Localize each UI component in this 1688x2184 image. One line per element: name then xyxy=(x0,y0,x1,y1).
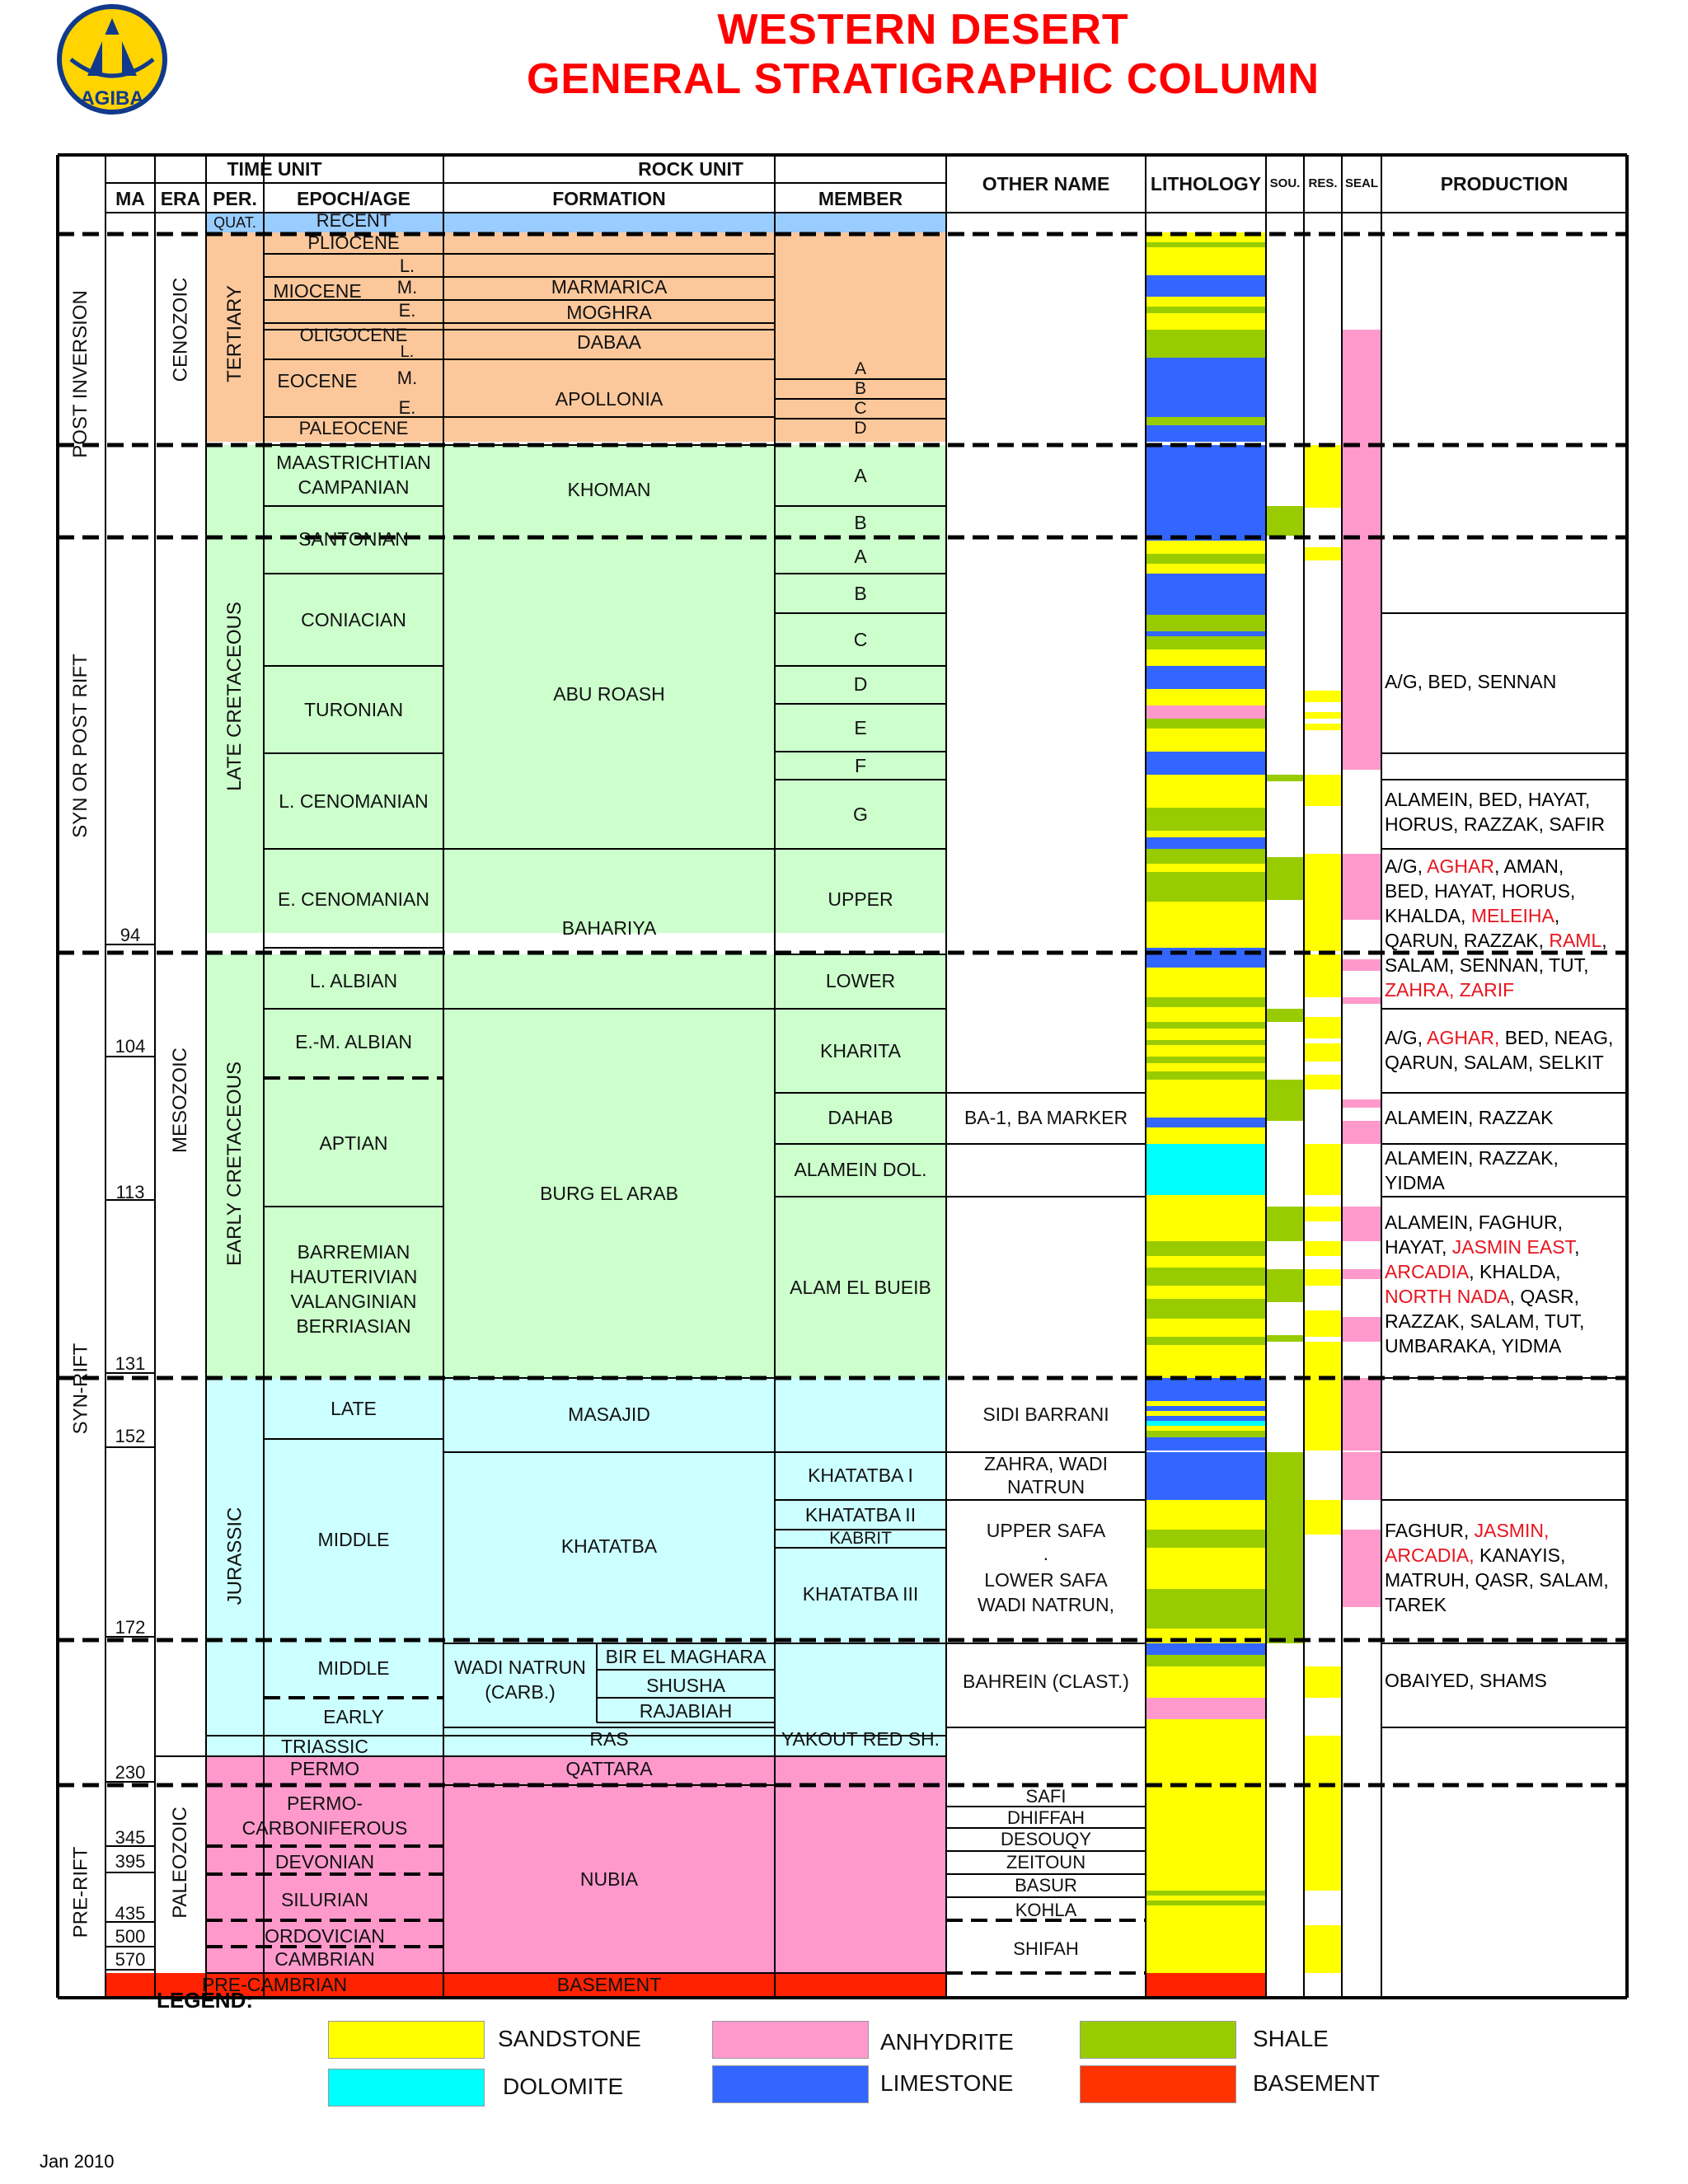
lithology-band-limestone xyxy=(1146,1452,1266,1500)
lithology-band-shale xyxy=(1146,808,1266,831)
legend-label-limestone: LIMESTONE xyxy=(880,2070,1014,2096)
reservoir-sandstone xyxy=(1304,1925,1342,1973)
lithology-band-limestone xyxy=(1146,361,1266,417)
member-dahab: DAHAB xyxy=(828,1106,893,1128)
lithology-band-sandstone xyxy=(1146,1080,1266,1118)
header-seal: SEAL xyxy=(1344,176,1378,190)
reservoir-sandstone xyxy=(1304,1075,1342,1090)
lithology-band-sandstone xyxy=(1146,1666,1266,1698)
legend-swatch-anhydrite xyxy=(712,2021,869,2059)
epoch-campanian: CAMPANIAN xyxy=(298,476,410,498)
epoch-l-albian: L. ALBIAN xyxy=(309,969,398,991)
epoch-miocene-middle: M. xyxy=(396,277,418,298)
lithology-band-sandstone xyxy=(1146,1286,1266,1299)
formation-qattara: QATTARA xyxy=(565,1757,653,1779)
source-shale xyxy=(1266,1009,1304,1022)
legend-label-dolomite: DOLOMITE xyxy=(503,2074,624,2099)
lithology-band-shale xyxy=(1146,1268,1266,1286)
lithology-band-sandstone xyxy=(1146,1127,1266,1144)
lithology-band-shale xyxy=(1146,417,1266,425)
source-shale xyxy=(1266,857,1304,900)
ma-152: 152 xyxy=(115,1426,146,1447)
lithology-band-shale xyxy=(1146,719,1266,729)
production-alamein-dol: ALAMEIN, RAZZAK, YIDMA xyxy=(1385,1147,1559,1193)
quaternary-fill xyxy=(206,210,946,232)
seal-anhydrite xyxy=(1342,1121,1381,1144)
legend-label-anhydrite: ANHYDRITE xyxy=(880,2029,1014,2055)
lithology-band-sandstone xyxy=(1146,1905,1266,1973)
ma-131: 131 xyxy=(115,1353,146,1375)
stratigraphic-column-page: AGIBA WESTERN DESERT GENERAL STRATIGRAPHIC COLUMN TIME UNIT ROCK UNIT MA ERA PER. EPOCH/AGE FORMATION MEMBER OTHER NAME LITHOLOGY SOU. RES. SEAL PRODUCTION POST INVERSION SYN OR POST RIFT SYN-RIFT PRE-RIFT CENOZOIC MESOZOIC PALEOZOIC QUAT. TERTIARY LATE CRETACEOUS EARLY CRETACEOUS JURASSIC TRIASSIC PERMO PRE-CAMBRIAN 94 104 113 131 152 172 230 345 395 435 500 570 RECENT PLIOCENE MIOCENE L. M. E. OLIGOCENE EOCENE L. M. E. PALEOCENE MAASTRICHTIAN CAMPANIAN SANTONIAN CONIACIAN TURONIAN L. CENOMANIAN E. CENOMANIAN L. ALBIAN E.-M. ALBIAN APTIAN BARREMIAN HAUTERIVIAN VALANGINIAN BERRIASIAN LATE MIDDLE MIDDLE EARLY PERMO- CARBONIFEROUS DEVONIAN SILURIAN ORDOVICIAN CAMBRIAN MARMARICA MOGHRA DABAA APOLLONIA KHOMAN ABU ROASH BAHARIYA BURG EL ARAB MASAJID KHATATBA WADI NATRUN (CARB.) RAS QATTARA NUBIA BASEMENT A B C D A B A B C D E F G UPPER LOWER KHARITA DAHAB ALAMEIN DOL. ALAM EL BUEIB KHATATBA I KHATATBA II KABRIT KHATATBA III BIR EL MAGHARA SHUSHA RAJABIAH YAKOUT RED SH. BA-1, BA MARKER SIDI BARRANI ZAHRA, WADI NATRUN UPPER SAFA . LOWER SAFA WADI NATRUN, BAHREIN (CLAST.) SAFI DHIFFAH DESOUQY ZEITOUN BASUR KOHLA SHIFAH A/G, BED, SENNAN ALAMEIN, BED, HAYAT, HORUS, RAZZAK, SAFIR A/G, AGHAR, AMAN, BED, HAYAT, HORUS, KHALDA, MELEIHA, QARUN, RAZZAK, RAML, SALAM, SENNAN, TUT, ZAHRA, ZARIF A/G, AGHAR, BED, NEAG, QARUN, SALAM, SELKIT ALAMEIN, RAZZAK ALAMEIN, RAZZAK, YIDMA ALAMEIN, FAGHUR, HAYAT, JASMIN EAST, ARCADIA, KHALDA, NORTH NADA, QASR, RAZZAK, SALAM, TUT, UMBARAKA, YIDMA FAGHUR, JASMIN, ARCADIA, KANAYIS, MATRUH, QASR, SALAM, TAREK OBAIYED, SHAMS LEGEND: SANDSTONE ANHYDRITE SHALE DOLOMITE LIMESTONE BASEMENT Jan 2010 xyxy=(0,0,1688,2184)
other-ba-marker: BA-1, BA MARKER xyxy=(964,1106,1128,1128)
title-line-1: WESTERN DESERT xyxy=(717,6,1129,54)
lithology-band-sandstone xyxy=(1146,541,1266,554)
title-line-2: GENERAL STRATIGRAPHIC COLUMN xyxy=(526,55,1320,103)
lithology-band-shale xyxy=(1146,554,1266,564)
reservoir-sandstone xyxy=(1304,1269,1342,1286)
logo-text: AGIBA xyxy=(80,87,144,110)
legend-swatch-basement xyxy=(1080,2065,1236,2103)
other-safi: SAFI xyxy=(1025,1786,1067,1807)
lithology-band-limestone xyxy=(1146,666,1266,689)
formation-bahariya: BAHARIYA xyxy=(561,916,657,939)
seal-anhydrite xyxy=(1342,1099,1381,1108)
header-lithology: LITHOLOGY xyxy=(1150,172,1262,194)
header-formation: FORMATION xyxy=(552,187,666,209)
lithology-band-shale xyxy=(1146,1891,1266,1896)
lithology-band-sandstone xyxy=(1146,1029,1266,1040)
member-shusha: SHUSHA xyxy=(646,1674,725,1696)
seal-anhydrite xyxy=(1342,854,1381,920)
lithology-band-sandstone xyxy=(1146,968,1266,997)
epoch-maastrichtian: MAASTRICHTIAN xyxy=(276,451,431,473)
epoch-valanginian: VALANGINIAN xyxy=(290,1290,417,1312)
member-bahariya-upper: UPPER xyxy=(828,888,893,910)
lithology-band-shale xyxy=(1146,849,1266,864)
member-abu-roash-f: F xyxy=(854,754,867,776)
epoch-e-cenomanian: E. CENOMANIAN xyxy=(277,888,430,910)
production-wadi-natrun: OBAIYED, SHAMS xyxy=(1385,1670,1547,1691)
reservoir-sandstone xyxy=(1304,1378,1342,1451)
lithology-band-sandstone xyxy=(1146,831,1266,837)
lithology-band-sandstone xyxy=(1146,902,1266,948)
reservoir-sandstone xyxy=(1304,854,1342,951)
lithology-band-anhydrite xyxy=(1146,705,1266,719)
formation-khoman: KHOMAN xyxy=(567,478,651,500)
lithology-band-sandstone xyxy=(1146,247,1266,255)
formation-abu-roash: ABU ROASH xyxy=(553,682,665,705)
header-production: PRODUCTION xyxy=(1440,172,1568,194)
reservoir-sandstone xyxy=(1304,1144,1342,1195)
epoch-recent: RECENT xyxy=(316,210,392,232)
lithology-band-limestone xyxy=(1146,1378,1266,1401)
header-per: PER. xyxy=(213,187,257,209)
member-kabrit: KABRIT xyxy=(829,1528,892,1548)
reservoir-sandstone xyxy=(1304,1043,1342,1062)
seal-anhydrite xyxy=(1342,330,1381,770)
formation-dabaa: DABAA xyxy=(577,330,641,353)
lithology-band-limestone xyxy=(1146,1118,1266,1127)
member-abu-roash-g: G xyxy=(853,803,868,825)
legend-swatch-dolomite xyxy=(328,2069,485,2107)
member-abu-roash-c: C xyxy=(853,628,868,650)
reservoir-sandstone xyxy=(1304,1342,1342,1378)
lithology-band-shale xyxy=(1146,307,1266,313)
lithology-band-dolomite xyxy=(1146,1421,1266,1426)
ma-94: 94 xyxy=(120,925,141,946)
header-ma: MA xyxy=(115,187,145,209)
lithology-band-sandstone xyxy=(1146,1207,1266,1241)
lithology-band-sandstone xyxy=(1146,255,1266,262)
reservoir-sandstone xyxy=(1304,712,1342,719)
lithology-band-limestone xyxy=(1146,445,1266,541)
lithology-band-sandstone xyxy=(1146,1195,1266,1207)
epoch-oligocene: OLIGOCENE xyxy=(299,325,408,346)
formation-khatatba: KHATATBA xyxy=(560,1535,658,1557)
jurassic-fill xyxy=(206,1378,946,1736)
tertiary-fill xyxy=(206,232,946,442)
formation-wadi-natrun-carb: (CARB.) xyxy=(485,1680,556,1703)
lithology-band-sandstone xyxy=(1146,1007,1266,1022)
lithology-band-sandstone xyxy=(1146,1736,1266,1891)
epoch-ordovician: ORDOVICIAN xyxy=(265,1924,385,1947)
member-bir-el-maghara: BIR EL MAGHARA xyxy=(605,1645,767,1667)
lithology-band-shale xyxy=(1146,1057,1266,1063)
lithology-band-shale xyxy=(1146,242,1266,247)
other-lower-safa: LOWER SAFA xyxy=(984,1568,1108,1591)
other-upper-safa: UPPER SAFA xyxy=(986,1519,1106,1541)
other-natrun: NATRUN xyxy=(1006,1475,1085,1497)
formation-masajid: MASAJID xyxy=(568,1403,650,1425)
epoch-hauterivian: HAUTERIVIAN xyxy=(289,1265,418,1287)
reservoir-sandstone xyxy=(1304,1500,1342,1535)
lithology-band-shale xyxy=(1146,1530,1266,1548)
epoch-eocene-late: L. xyxy=(400,342,415,361)
lithology-band-shale xyxy=(1146,1655,1266,1666)
member-apollonia-c: C xyxy=(854,398,867,418)
member-bahariya-lower: LOWER xyxy=(825,969,896,991)
triassic-fill xyxy=(206,1736,946,1755)
production-kharita: A/G, AGHAR, BED, NEAG, QARUN, SALAM, SELKIT xyxy=(1385,1027,1614,1073)
seal-anhydrite xyxy=(1342,1207,1381,1241)
seal-anhydrite xyxy=(1342,1317,1381,1342)
source-shale xyxy=(1266,1452,1304,1643)
epoch-paleocene: PALEOCENE xyxy=(298,418,409,439)
seal-anhydrite xyxy=(1342,1452,1381,1500)
epoch-eocene-early: E. xyxy=(398,397,416,419)
lithology-band-shale xyxy=(1146,1900,1266,1905)
epoch-middle-lower: MIDDLE xyxy=(317,1657,390,1679)
member-apollonia-a: A xyxy=(854,359,866,378)
production-dahab: ALAMEIN, RAZZAK xyxy=(1385,1107,1554,1128)
header-era: ERA xyxy=(160,187,201,209)
formation-wadi-natrun: WADI NATRUN xyxy=(454,1656,586,1678)
epoch-miocene: MIOCENE xyxy=(273,279,362,302)
lithology-band-limestone xyxy=(1146,425,1266,442)
ma-172: 172 xyxy=(115,1617,146,1638)
lithology-band-shale xyxy=(1146,1022,1266,1029)
member-khoman-a: A xyxy=(854,464,867,486)
production-alam-el-bueib: ALAMEIN, FAGHUR, HAYAT, JASMIN EAST, ARCADIA, KHALDA, NORTH NADA, QASR, RAZZAK, SALAM, TUT, UMBARAKA, YIDMA xyxy=(1385,1212,1585,1357)
epoch-eocene-middle: M. xyxy=(396,368,418,389)
epoch-eocene: EOCENE xyxy=(277,369,358,391)
legend-swatch-shale xyxy=(1080,2021,1236,2059)
lithology-band-dolomite xyxy=(1146,1144,1266,1195)
epoch-miocene-early: E. xyxy=(398,300,416,321)
reservoir-sandstone xyxy=(1304,724,1342,730)
header-other-name: OTHER NAME xyxy=(982,172,1110,194)
source-shale xyxy=(1266,1269,1304,1302)
seal-anhydrite xyxy=(1342,1378,1381,1451)
lithology-band-shale xyxy=(1146,997,1266,1007)
lithology-band-shale xyxy=(1146,1589,1266,1629)
lithology-band-sandstone xyxy=(1146,1319,1266,1337)
ma-500: 500 xyxy=(115,1926,146,1947)
legend-swatch-limestone xyxy=(712,2065,869,2103)
other-shifah: SHIFAH xyxy=(1013,1938,1079,1960)
lithology-band-sandstone xyxy=(1146,1256,1266,1268)
seal-anhydrite xyxy=(1342,1269,1381,1279)
reservoir-sandstone xyxy=(1304,1736,1342,1785)
lithology-band-limestone xyxy=(1146,1416,1266,1421)
member-abu-roash-b: B xyxy=(854,582,867,604)
lithology-band-sandstone xyxy=(1146,649,1266,666)
paleozoic-fill xyxy=(206,1756,946,1973)
member-alamein-dol: ALAMEIN DOL. xyxy=(794,1158,927,1180)
ma-570: 570 xyxy=(115,1949,146,1971)
lithology-band-limestone xyxy=(1146,358,1266,361)
other-dhiffah: DHIFFAH xyxy=(1006,1807,1085,1829)
reservoir-sandstone xyxy=(1304,547,1342,560)
epoch-miocene-late: L. xyxy=(399,255,415,277)
member-khatatba-ii: KHATATBA II xyxy=(804,1503,917,1526)
reservoir-sandstone xyxy=(1304,445,1342,508)
epoch-jurassic-early: EARLY xyxy=(323,1705,384,1727)
formation-burg-el-arab: BURG EL ARAB xyxy=(540,1182,678,1204)
lithology-basement xyxy=(1146,1973,1266,1996)
source-shale xyxy=(1266,1080,1304,1121)
formation-moghra: MOGHRA xyxy=(566,301,652,323)
epoch-aptian: APTIAN xyxy=(319,1132,388,1154)
member-rajabiah: RAJABIAH xyxy=(639,1699,733,1722)
other-desouqy: DESOUQY xyxy=(1000,1829,1092,1850)
lithology-band-limestone xyxy=(1146,1437,1266,1451)
legend-label-shale: SHALE xyxy=(1253,2026,1329,2051)
epoch-coniacian: CONIACIAN xyxy=(301,608,406,630)
ma-395: 395 xyxy=(115,1851,146,1872)
reservoir-sandstone xyxy=(1304,691,1342,702)
lithology-band-limestone xyxy=(1146,1406,1266,1411)
lithology-band-sandstone xyxy=(1146,775,1266,808)
other-bahrein: BAHREIN (CLAST.) xyxy=(963,1670,1129,1692)
reservoir-sandstone xyxy=(1304,954,1342,997)
epoch-carboniferous: CARBONIFEROUS xyxy=(241,1816,408,1839)
ma-113: 113 xyxy=(115,1182,145,1203)
legend-label-sandstone: SANDSTONE xyxy=(498,2026,641,2051)
member-abu-roash-e: E xyxy=(854,716,867,738)
late-cretaceous-fill xyxy=(206,445,946,933)
reservoir-sandstone xyxy=(1304,775,1342,806)
member-khoman-b: B xyxy=(854,511,867,533)
lithology-band-sandstone xyxy=(1146,297,1266,307)
header-res: RES. xyxy=(1308,176,1338,190)
lithology-band-shale xyxy=(1146,1071,1266,1080)
epoch-devonian: DEVONIAN xyxy=(274,1850,375,1872)
lithology-band-shale xyxy=(1146,1299,1266,1319)
other-wadi-natrun: WADI NATRUN, xyxy=(977,1593,1115,1615)
lithology-band-shale xyxy=(1146,615,1266,631)
member-khatatba-i: KHATATBA I xyxy=(808,1464,913,1486)
epoch-pliocene: PLIOCENE xyxy=(307,232,400,254)
member-alam-el-bueib: ALAM EL BUEIB xyxy=(790,1276,931,1298)
epoch-jurassic-late: LATE xyxy=(331,1397,377,1419)
ma-345: 345 xyxy=(115,1827,146,1849)
lithology-band-shale xyxy=(1146,872,1266,902)
epoch-berriasian: BERRIASIAN xyxy=(296,1315,411,1337)
epoch-cambrian: CAMBRIAN xyxy=(274,1947,375,1970)
lithology-band-sandstone xyxy=(1146,1500,1266,1530)
lithology-band-sandstone xyxy=(1146,1719,1266,1736)
lithology-band-sandstone xyxy=(1146,1063,1266,1071)
formation-ras: RAS xyxy=(589,1727,629,1750)
period-pre-cambrian: PRE-CAMBRIAN xyxy=(201,1973,348,1995)
member-abu-roash-d: D xyxy=(853,673,868,695)
lithology-band-sandstone xyxy=(1146,1045,1266,1057)
epoch-l-cenomanian: L. CENOMANIAN xyxy=(279,790,429,812)
seal-anhydrite xyxy=(1342,997,1381,1004)
member-apollonia-b: B xyxy=(854,378,866,398)
lithology-band-sandstone xyxy=(1146,564,1266,574)
reservoir-sandstone xyxy=(1304,1017,1342,1038)
source-shale xyxy=(1266,1335,1304,1342)
lithology-band-sandstone xyxy=(1146,323,1266,330)
lithology-band-limestone xyxy=(1146,752,1266,775)
epoch-turonian: TURONIAN xyxy=(303,698,404,720)
lithology-band-limestone xyxy=(1146,275,1266,297)
source-shale xyxy=(1266,775,1304,781)
seal-anhydrite xyxy=(1342,959,1381,971)
lithology-band-shale xyxy=(1146,1241,1266,1256)
header-time-unit: TIME UNIT xyxy=(227,157,322,180)
reservoir-sandstone xyxy=(1304,1666,1342,1698)
other-zahra-wadi: ZAHRA, WADI xyxy=(984,1452,1108,1474)
epoch-jurassic-middle: MIDDLE xyxy=(317,1528,390,1550)
period-quat: QUAT. xyxy=(213,213,256,231)
lithology-band-sandstone xyxy=(1146,864,1266,872)
lithology-band-limestone xyxy=(1146,574,1266,615)
lithology-band-sandstone xyxy=(1146,313,1266,323)
reservoir-sandstone xyxy=(1304,1310,1342,1337)
other-zeitoun: ZEITOUN xyxy=(1006,1852,1086,1873)
formation-nubia: NUBIA xyxy=(579,1868,639,1890)
lithology-band-shale xyxy=(1146,1431,1266,1437)
epoch-e-m-albian: E.-M. ALBIAN xyxy=(295,1030,412,1052)
epoch-barremian: BARREMIAN xyxy=(297,1240,410,1263)
lithology-band-sandstone xyxy=(1146,689,1266,705)
ma-104: 104 xyxy=(115,1036,146,1057)
lithology-band-sandstone xyxy=(1146,729,1266,752)
member-khatatba-iii: KHATATBA III xyxy=(802,1582,919,1605)
period-permo: PERMO xyxy=(289,1757,360,1779)
other-kohla: KOHLA xyxy=(1015,1900,1077,1921)
header-epoch: EPOCH/AGE xyxy=(296,187,411,209)
header-sou: SOU. xyxy=(1269,176,1301,190)
ma-435: 435 xyxy=(115,1903,146,1924)
lithology-band-shale xyxy=(1146,636,1266,649)
epoch-permo-label: PERMO- xyxy=(287,1792,363,1814)
lithology-band-sandstone xyxy=(1146,1548,1266,1589)
member-kharita: KHARITA xyxy=(820,1039,901,1062)
reservoir-sandstone xyxy=(1304,1207,1342,1221)
period-triassic: TRIASSIC xyxy=(280,1735,369,1757)
footer-date: Jan 2010 xyxy=(40,2151,115,2172)
header-member: MEMBER xyxy=(818,187,903,209)
formation-basement: BASEMENT xyxy=(556,1973,662,1995)
other-sidi-barrani: SIDI BARRANI xyxy=(982,1403,1109,1425)
reservoir-sandstone xyxy=(1304,1241,1342,1256)
epoch-silurian: SILURIAN xyxy=(280,1888,369,1910)
legend-title: LEGEND: xyxy=(157,1988,253,2013)
production-bahariya: A/G, AGHAR, AMAN, BED, HAYAT, HORUS, KHALDA, MELEIHA, QARUN, RAZZAK, RAML, SALAM, SENNAN, TUT, ZAHRA, ZARIF xyxy=(1385,855,1607,1001)
lithology-band-limestone xyxy=(1146,1643,1266,1655)
lithology-band-sandstone xyxy=(1146,1401,1266,1406)
legend-label-basement: BASEMENT xyxy=(1253,2070,1381,2096)
formation-apollonia: APOLLONIA xyxy=(555,387,663,410)
ma-230: 230 xyxy=(115,1762,146,1783)
lithology-band-sandstone xyxy=(1146,1896,1266,1900)
lithology-band-shale xyxy=(1146,330,1266,358)
production-abu-roash-d: A/G, BED, SENNAN xyxy=(1385,671,1557,692)
lithology-band-shale xyxy=(1146,1337,1266,1345)
lithology-band-limestone xyxy=(1146,837,1266,849)
early-cret-fill xyxy=(206,954,946,1378)
epoch-santonian: SANTONIAN xyxy=(298,527,409,550)
header-rock-unit: ROCK UNIT xyxy=(638,157,743,180)
other-dot: . xyxy=(1043,1542,1049,1564)
source-shale xyxy=(1266,1207,1304,1241)
member-abu-roash-a: A xyxy=(854,545,867,567)
member-apollonia-d: D xyxy=(854,418,867,438)
member-yakout-red-sh: YAKOUT RED SH. xyxy=(781,1727,940,1750)
seal-anhydrite xyxy=(1342,1530,1381,1607)
lithology-band-anhydrite xyxy=(1146,1698,1266,1719)
reservoir-sandstone xyxy=(1304,1785,1342,1891)
source-shale xyxy=(1266,506,1304,536)
formation-marmarica: MARMARICA xyxy=(551,275,668,298)
lithology-band-sandstone xyxy=(1146,1345,1266,1378)
production-khatatba: FAGHUR, JASMIN, ARCADIA, KANAYIS, MATRUH, QASR, SALAM, TAREK xyxy=(1385,1520,1609,1615)
lithology-band-limestone xyxy=(1146,631,1266,636)
other-basur: BASUR xyxy=(1015,1875,1077,1896)
lithology-band-sandstone xyxy=(1146,1426,1266,1431)
legend-swatch-sandstone xyxy=(328,2021,485,2059)
production-l-cenomanian: ALAMEIN, BED, HAYAT, HORUS, RAZZAK, SAFIR xyxy=(1385,789,1606,835)
lithology-band-sandstone xyxy=(1146,262,1266,275)
lithology-band-shale xyxy=(1146,1040,1266,1045)
lithology-band-sandstone xyxy=(1146,1411,1266,1416)
lithology-band-limestone xyxy=(1146,954,1266,968)
